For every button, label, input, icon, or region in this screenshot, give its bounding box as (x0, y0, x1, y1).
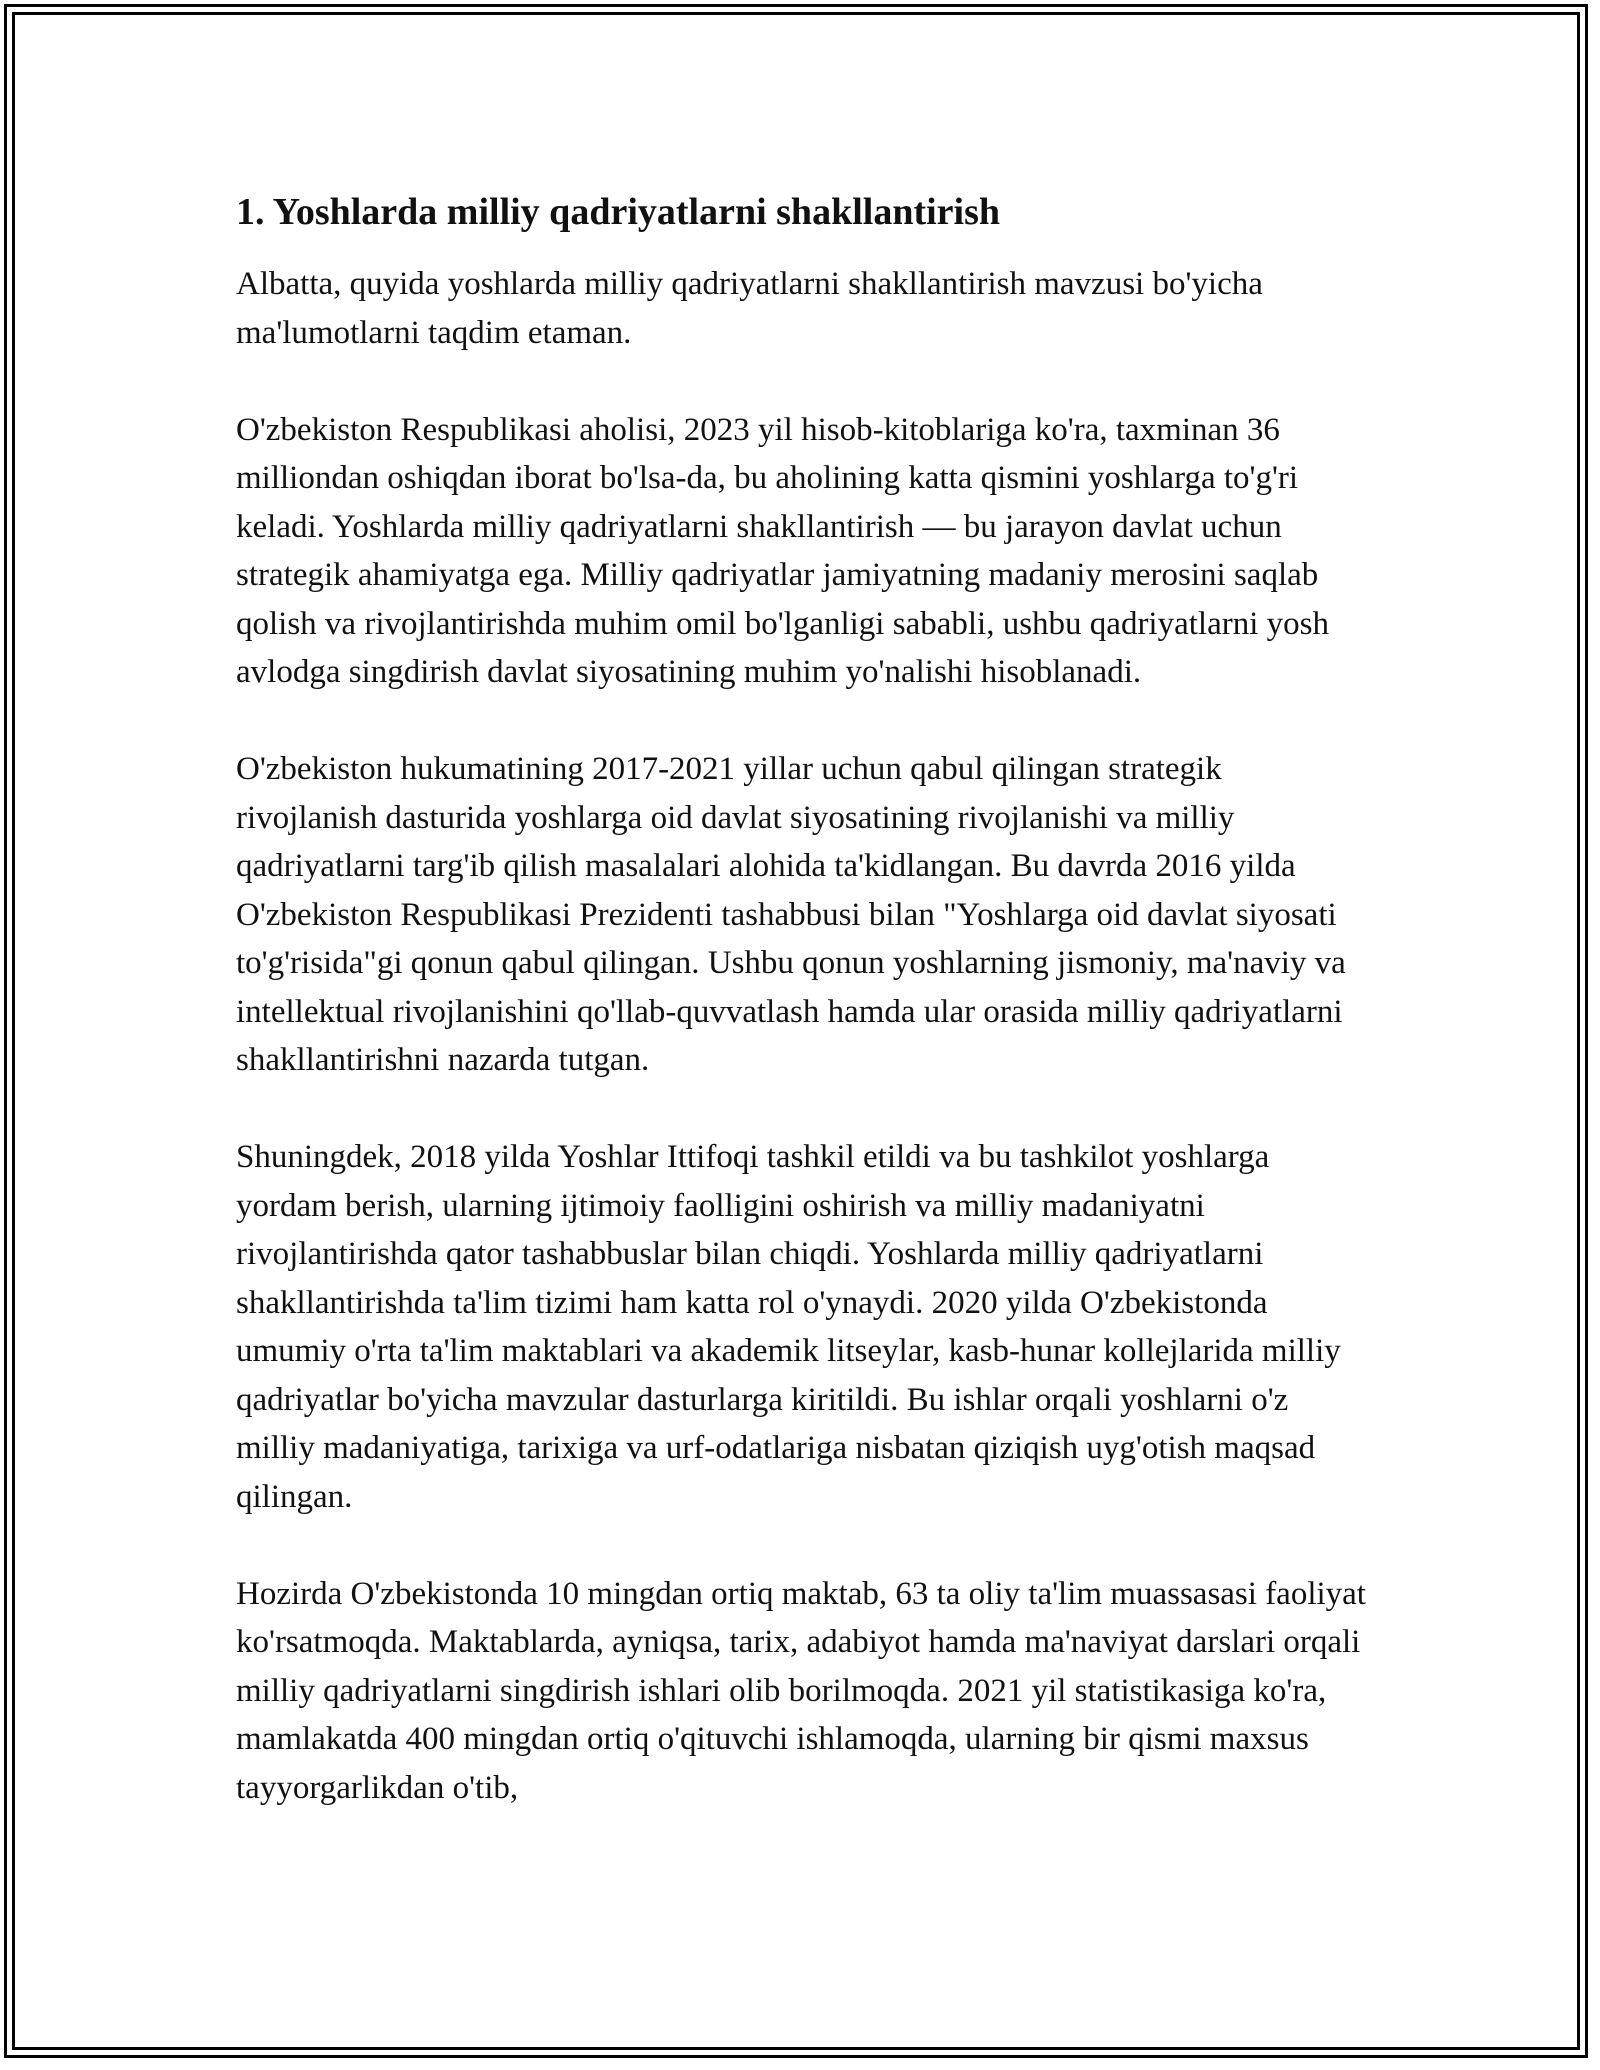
paragraph-intro: Albatta, quyida yoshlarda milliy qadriyatlarni shakllantirish mavzusi bo'yicha ma'lumotlarni taqdim etaman. (236, 266, 1263, 351)
paragraph-population: O'zbekiston Respublikasi aholisi, 2023 yil hisob-kitoblariga ko'ra, taxminan 36 milliondan oshiqdan iborat bo'lsa-da, bu aholining katta qismini yoshlarga to'g'ri keladi. Yoshlarda milliy qadriyatlarni shakllantirish — bu jarayon davlat uchun strategik ahamiyatga ega. Milliy qadriyatlar jamiyatning madaniy merosini saqlab qolish va rivojlantirishda muhim omil bo'lganligi sababli, ushbu qadriyatlarni yosh avlodga singdirish davlat siyosatining muhim yo'nalishi hisoblanadi. (236, 411, 1329, 690)
document-body (236, 188, 1366, 1861)
paragraph-youth-union: Shuningdek, 2018 yilda Yoshlar Ittifoqi tashkil etildi va bu tashkilot yoshlarga yordam berish, ularning ijtimoiy faolligini oshirish va milliy madaniyatni rivojlantirishda qator tashabbuslar bilan chiqdi. Yoshlarda milliy qadriyatlarni shakllantirishda ta'lim tizimi ham katta rol o'ynaydi. 2020 yilda O'zbekistonda umumiy o'rta ta'lim maktablari va akademik litseylar, kasb-hunar kollejlarida milliy qadriyatlar bo'yicha mavzular dasturlarga kiritildi. Bu ishlar orqali yoshlarni o'z milliy madaniyatiga, tarixiga va urf-odatlariga nisbatan qiziqish uyg'otish maqsad qilingan. (236, 1139, 1341, 1515)
document-title: 1. Yoshlarda milliy qadriyatlarni shakllantirish (236, 191, 1001, 233)
paragraph-strategy: O'zbekiston hukumatining 2017-2021 yillar uchun qabul qilingan strategik rivojlanish dasturida yoshlarga oid davlat siyosatining rivojlanishi va milliy qadriyatlarni targ'ib qilish masalalari alohida ta'kidlangan. Bu davrda 2016 yilda O'zbekiston Respublikasi Prezidenti tashabbusi bilan "Yoshlarga oid davlat siyosati to'g'risida"gi qonun qabul qilingan. Ushbu qonun yoshlarning jismoniy, ma'naviy va intellektual rivojlanishini qo'llab-quvvatlash hamda ular orasida milliy qadriyatlarni shakllantirishni nazarda tutgan. (236, 751, 1346, 1078)
paragraph-schools: Hozirda O'zbekistonda 10 mingdan ortiq maktab, 63 ta oliy ta'lim muassasasi faoliyat ko'rsatmoqda. Maktablarda, ayniqsa, tarix, adabiyot hamda ma'naviyat darslari orqali milliy qadriyatlarni singdirish ishlari olib borilmoqda. 2021 yil statistikasiga ko'ra, mamlakatda 400 mingdan ortiq o'qituvchi ishlamoqda, ularning bir qismi maxsus tayyorgarlikdan o'tib, (236, 1575, 1366, 1806)
